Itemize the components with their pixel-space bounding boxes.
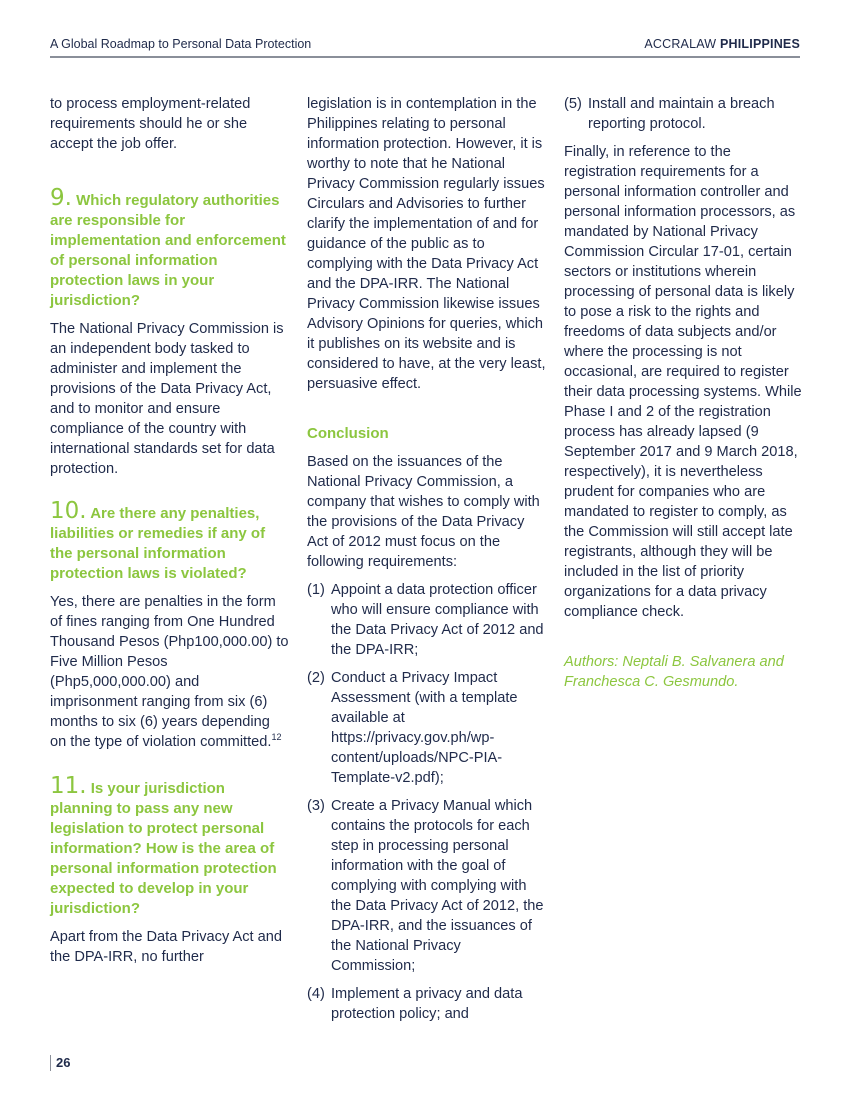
requirement-text: Install and maintain a breach reporting protocol. — [588, 96, 775, 132]
question-11-heading — [50, 773, 290, 919]
question-11-number: 11. — [50, 773, 87, 799]
requirements-list-continued — [564, 94, 804, 134]
header-title: A Global Roadmap to Personal Data Protection — [50, 37, 312, 51]
requirement-number: (3) — [307, 798, 325, 814]
page-header — [50, 37, 800, 57]
requirement-item — [307, 984, 547, 1024]
requirement-text: Appoint a data protection officer who will ensure compliance with the Data Privacy Act of 2012 and the DPA-IRR; — [331, 582, 544, 658]
conclusion-heading: Conclusion — [307, 425, 389, 442]
question-11-title: Is your jurisdiction planning to pass any new legislation to protect personal information? How is the area of personal information protection expected to develop in your jurisdiction? — [50, 780, 277, 917]
question-10-title: Are there any penalties, liabilities or remedies if any of the personal information protection laws is violated? — [50, 505, 266, 582]
column-1 — [50, 94, 290, 975]
column-2 — [307, 94, 547, 1032]
requirement-number: (5) — [564, 96, 582, 112]
header-brand — [644, 37, 800, 51]
requirement-item — [307, 796, 547, 976]
question-9-title: Which regulatory authorities are responsible for implementation and enforcement of personal information protection laws in your jurisdiction? — [50, 192, 286, 309]
footnote-ref: 12 — [271, 732, 282, 743]
question-10-number: 10. — [50, 498, 87, 524]
authors-credit: Authors: Neptali B. Salvanera and Franchesca C. Gesmundo. — [564, 654, 784, 690]
conclusion-intro: Based on the issuances of the National Privacy Commission, a company that wishes to comply with the provisions of the Data Privacy Act of 2012 must focus on the following requirements: — [307, 454, 540, 570]
question-10-answer — [50, 592, 290, 752]
question-9-answer: The National Privacy Commission is an independent body tasked to administer and implement the provisions of the Data Privacy Act, and to monitor and ensure compliance of the country with international standards set for data protection. — [50, 321, 284, 477]
requirement-number: (2) — [307, 670, 325, 686]
requirement-item — [307, 668, 547, 788]
requirement-number: (1) — [307, 582, 325, 598]
question-10-heading — [50, 498, 290, 584]
intro-paragraph: to process employment-related requirements should he or she accept the job offer. — [50, 96, 251, 152]
header-brand-light: ACCRALAW — [644, 37, 717, 51]
continued-paragraph: legislation is in contemplation in the Philippines relating to personal information protection. However, it is worthy to note that he National Privacy Commission regularly issues Circulars and Advisories to further clarify the implementation of and for guidance of the public as to complying with the Data Privacy Act and the DPA-IRR. The National Privacy Commission likewise issues Advisory Opinions for queries, which it publishes on its website and is considered to have, at the very least, persuasive effect. — [307, 96, 546, 392]
question-10-answer-text: Yes, there are penalties in the form of fines ranging from One Hundred Thousand Pesos (Php100,000.00) to Five Million Pesos (Php5,000,000.00) and imprisonment ranging from six (6) months to six (6) years depending on the type of violation committed. — [50, 594, 289, 750]
header-brand-bold: PHILIPPINES — [720, 37, 800, 51]
requirement-item — [564, 94, 804, 134]
header-divider — [50, 56, 800, 58]
question-9-heading — [50, 185, 290, 311]
question-9-number: 9. — [50, 185, 72, 211]
requirement-number: (4) — [307, 986, 325, 1002]
column-3 — [564, 94, 804, 700]
page-number: 26 — [56, 1055, 71, 1070]
requirement-text: Conduct a Privacy Impact Assessment (with a template available at https://privacy.gov.ph/wp-content/uploads/NPC-PIA-Template-v2.pdf); — [331, 670, 518, 786]
requirement-item — [307, 580, 547, 660]
requirement-text: Create a Privacy Manual which contains the protocols for each step in processing personal information with the goal of complying with complying with the Data Privacy Act of 2012, the DPA-IRR, and the issuances of the National Privacy Commission; — [331, 798, 544, 974]
registration-paragraph: Finally, in reference to the registration requirements for a personal information controller and personal information processors, as mandated by National Privacy Commission Circular 17-01, certain sectors or institutions wherein processing of personal data is likely to pose a risk to the rights and freedoms of data subjects and/or where the processing is not occasional, are required to register their data processing systems. While Phase I and 2 of the registration process has already lapsed (9 September 2017 and 9 March 2018, respectively), it is nevertheless prudent for companies who are mandated to register to comply, as the Commission will still accept late registrants, although they will be included in the list of priority organizations for a data privacy compliance check. — [564, 144, 802, 620]
footer-divider — [50, 1055, 51, 1071]
question-11-answer: Apart from the Data Privacy Act and the DPA-IRR, no further — [50, 929, 282, 965]
requirement-text: Implement a privacy and data protection policy; and — [331, 986, 523, 1022]
requirements-list — [307, 580, 547, 1024]
